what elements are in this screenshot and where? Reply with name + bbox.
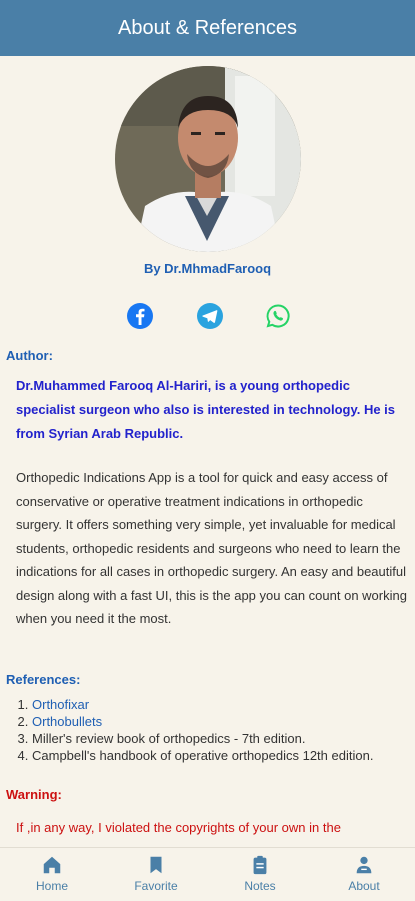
nav-home[interactable] <box>0 848 104 901</box>
nav-notes-label: Notes <box>244 879 276 893</box>
nav-notes[interactable] <box>208 848 312 901</box>
telegram-icon[interactable] <box>196 302 224 330</box>
author-avatar <box>115 66 301 252</box>
nav-about-label: About <box>348 879 380 893</box>
references-label: References: <box>6 672 81 687</box>
reference-item <box>32 747 415 764</box>
nav-favorite-label: Favorite <box>134 879 178 893</box>
facebook-icon[interactable] <box>126 302 154 330</box>
author-bio: Dr.Muhammed Farooq Al-Hariri, is a young orthopedic specialist surgeon who also is interested in technology. He is from Syrian Arab Republic. <box>16 378 396 441</box>
warning-label: Warning: <box>6 787 62 802</box>
reference-item[interactable] <box>32 696 415 713</box>
reference-item[interactable] <box>32 713 415 730</box>
app-bar <box>0 0 415 56</box>
page-title: About & References <box>118 16 297 39</box>
warning-text: If ,in any way, I violated the copyrights of your own in the <box>16 820 341 835</box>
person-badge-icon <box>353 854 375 876</box>
app-description: Orthopedic Indications App is a tool for quick and easy access of conservative or operative treatment indications in orthopedic surgery. It offers something very simple, yet invaluable for medical students, orthopedic residents and surgeons who need to learn the indications for all cases in orthopedic surgery. An easy and beautiful design along with a fast UI, this is the app you can count on working when you need it the most. <box>16 470 407 626</box>
nav-favorite[interactable] <box>104 848 208 901</box>
bookmark-icon <box>145 854 167 876</box>
references-list <box>4 696 415 764</box>
reference-text: Miller's review book of orthopedics - 7th edition. <box>32 731 306 746</box>
whatsapp-icon[interactable] <box>264 302 292 330</box>
nav-about[interactable] <box>312 848 415 901</box>
nav-home-label: Home <box>35 879 68 893</box>
reference-link-orthofixar[interactable]: Orthofixar <box>32 697 90 712</box>
reference-text: Campbell's handbook of operative orthopedics 12th edition. <box>32 748 374 763</box>
bottom-navigation <box>0 847 415 901</box>
author-byline: By Dr.MhmadFarooq <box>143 261 272 276</box>
reference-item <box>32 730 415 747</box>
author-label: Author: <box>6 348 53 363</box>
reference-link-orthobullets[interactable]: Orthobullets <box>32 714 103 729</box>
clipboard-icon <box>249 854 271 876</box>
about-content[interactable] <box>0 56 415 847</box>
home-icon <box>41 854 63 876</box>
